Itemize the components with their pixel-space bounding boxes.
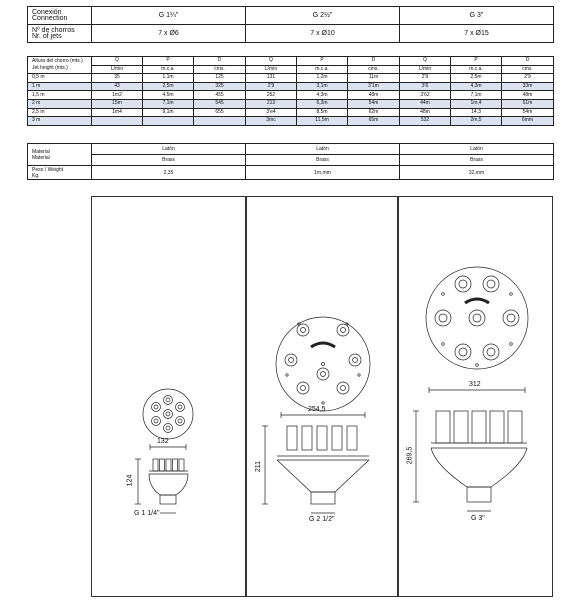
material-es: Latón xyxy=(92,144,246,155)
performance-header-cell: D xyxy=(194,57,246,66)
performance-header-row xyxy=(28,57,554,66)
connection-label: Conexión Connection xyxy=(28,7,92,25)
performance-cell: 125 xyxy=(194,74,246,83)
performance-cell: 2,5m xyxy=(451,74,502,83)
performance-cell: 54m xyxy=(348,99,400,108)
performance-cell: 1,2m xyxy=(297,74,348,83)
performance-cell: 65m xyxy=(348,117,400,126)
performance-cell: 62m xyxy=(348,108,400,117)
performance-cell: 14,3 xyxy=(451,108,502,117)
jet-height-value: 2 m xyxy=(28,99,92,108)
drawing-height: 211 xyxy=(255,460,263,473)
performance-cell: 2,5m xyxy=(143,82,194,91)
performance-header-cell: Q xyxy=(246,57,297,66)
performance-row xyxy=(28,91,554,100)
performance-header-cell: L/min xyxy=(92,65,143,74)
performance-cell: 35 xyxy=(92,74,143,83)
performance-table xyxy=(27,56,554,126)
performance-cell: 51m xyxy=(502,99,554,108)
performance-cell: 1m2 xyxy=(92,91,143,100)
material-es: Latón xyxy=(400,144,554,155)
material-label: Material Material xyxy=(28,144,92,166)
drawing-height: 269,5 xyxy=(406,446,414,465)
nozzle-drawing-small xyxy=(92,197,247,598)
connection-value: G 3" xyxy=(400,7,554,25)
performance-cell: 8,5m xyxy=(297,108,348,117)
performance-cell: 532 xyxy=(400,117,451,126)
nozzle-drawing-medium xyxy=(247,197,399,598)
performance-row xyxy=(28,82,554,91)
performance-cell: 6,3m xyxy=(297,99,348,108)
performance-cell: 1m4 xyxy=(92,108,143,117)
performance-cell: 7,1m xyxy=(451,91,502,100)
performance-row xyxy=(28,117,554,126)
drawing-height: 124 xyxy=(126,474,134,487)
performance-row xyxy=(28,108,554,117)
performance-header-cell: P xyxy=(297,57,348,66)
performance-header-cell: cms. xyxy=(348,65,400,74)
performance-cell: 48m xyxy=(400,108,451,117)
performance-cell: 3mc xyxy=(246,117,297,126)
jets-label: Nº de chorros Nr. of jets xyxy=(28,25,92,43)
drawing-panel-large xyxy=(398,196,553,597)
performance-header-cell: L/min xyxy=(246,65,297,74)
performance-cell: 33m xyxy=(502,82,554,91)
jets-value: 7 x Ø10 xyxy=(246,25,400,43)
performance-cell: 131 xyxy=(246,74,297,83)
performance-cell: 11m xyxy=(348,74,400,83)
performance-header-cell: cms. xyxy=(502,65,554,74)
drawing-connection: G 1 1/4" xyxy=(134,510,160,517)
performance-cell: 4,3m xyxy=(451,82,502,91)
jet-height-value: 3 m xyxy=(28,117,92,126)
jets-value: 7 x Ø15 xyxy=(400,25,554,43)
performance-cell: 4,3m xyxy=(297,91,348,100)
performance-cell: 1,1m xyxy=(143,74,194,83)
jet-height-value: 0,5 m xyxy=(28,74,92,83)
performance-header-cell: cms. xyxy=(194,65,246,74)
material-table xyxy=(27,143,554,180)
jet-height-value: 1,5 m xyxy=(28,91,92,100)
drawing-connection: G 3" xyxy=(471,515,485,522)
performance-cell: 3'e4 xyxy=(246,108,297,117)
weight-value: 1m,mm xyxy=(246,166,400,180)
drawing-width: 312 xyxy=(469,381,481,388)
performance-header-cell: Q xyxy=(400,57,451,66)
performance-header-cell: D xyxy=(502,57,554,66)
performance-cell: 2m,5 xyxy=(451,117,502,126)
performance-cell: 48m xyxy=(502,91,554,100)
performance-cell xyxy=(194,117,246,126)
performance-cell: 44m xyxy=(400,99,451,108)
performance-cell: 1m,4 xyxy=(451,99,502,108)
jet-height-label: Altura del chorro (mts.) Jet height (mts.) xyxy=(28,57,92,74)
performance-cell: 3'62 xyxy=(400,91,451,100)
weight-value: 32,mm xyxy=(400,166,554,180)
performance-header-cell: Q xyxy=(92,57,143,66)
connection-value: G 1¼" xyxy=(92,7,246,25)
performance-cell: 2'9 xyxy=(502,74,554,83)
performance-header-cell: P xyxy=(451,57,502,66)
performance-header-cell: m.c.a. xyxy=(451,65,502,74)
drawing-width: 254,5 xyxy=(308,406,326,413)
material-es: Latón xyxy=(246,144,400,155)
performance-row xyxy=(28,99,554,108)
performance-cell: 3'6 xyxy=(400,82,451,91)
performance-cell xyxy=(143,117,194,126)
performance-cell: 43 xyxy=(92,82,143,91)
performance-header-cell: L/min xyxy=(400,65,451,74)
performance-cell: 213 xyxy=(246,99,297,108)
performance-cell: 2'9 xyxy=(400,74,451,83)
performance-cell: 15m xyxy=(92,99,143,108)
performance-cell xyxy=(92,117,143,126)
performance-cell: 6mm xyxy=(502,117,554,126)
weight-value: 2,35 xyxy=(92,166,246,180)
material-en: Brass xyxy=(92,155,246,166)
performance-header-cell: D xyxy=(348,57,400,66)
drawing-connection: G 2 1/2" xyxy=(309,516,335,523)
material-en: Brass xyxy=(400,155,554,166)
jet-height-value: 1 m xyxy=(28,82,92,91)
performance-cell: 2'9 xyxy=(246,82,297,91)
performance-row xyxy=(28,74,554,83)
performance-cell: 252 xyxy=(246,91,297,100)
connection-table xyxy=(27,6,554,43)
weight-label: Peso / Weight Kg. xyxy=(28,166,92,180)
performance-cell: 9,1m xyxy=(143,108,194,117)
performance-cell: 7,1m xyxy=(143,99,194,108)
nozzle-drawing-large xyxy=(399,197,554,598)
performance-header-cell: P xyxy=(143,57,194,66)
jets-value: 7 x Ø6 xyxy=(92,25,246,43)
performance-header-row xyxy=(28,65,554,74)
performance-cell: 325 xyxy=(194,82,246,91)
performance-cell: 11,5m xyxy=(297,117,348,126)
performance-cell: 545 xyxy=(194,99,246,108)
performance-cell: 54m xyxy=(502,108,554,117)
performance-header-cell: m.c.a. xyxy=(143,65,194,74)
performance-header-cell: m.c.a. xyxy=(297,65,348,74)
material-en: Brass xyxy=(246,155,400,166)
drawing-panel-small xyxy=(91,196,246,597)
drawing-width: 132 xyxy=(157,438,169,445)
connection-value: G 2½" xyxy=(246,7,400,25)
performance-cell: 48m xyxy=(348,91,400,100)
performance-cell: 455 xyxy=(194,91,246,100)
drawing-panel-medium xyxy=(246,196,398,597)
jet-height-value: 2,5 m xyxy=(28,108,92,117)
performance-cell: 4,5m xyxy=(143,91,194,100)
performance-cell: 655 xyxy=(194,108,246,117)
performance-cell: 3,1m xyxy=(297,82,348,91)
performance-cell: 3'1m xyxy=(348,82,400,91)
